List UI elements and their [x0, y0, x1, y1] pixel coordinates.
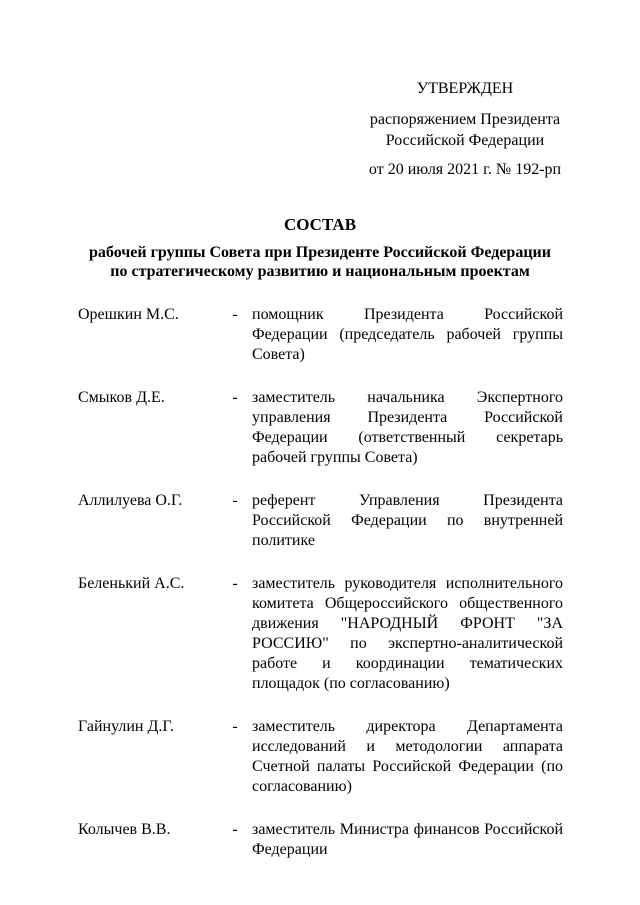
member-name: Смыков Д.Е. [78, 389, 165, 406]
member-role: заместитель начальника Экспертного управления Президента Российской Федерации (ответственный секретарь рабочей группы Совета) [252, 389, 563, 466]
member-row [78, 388, 568, 468]
member-name: Аллилуева О.Г. [78, 492, 183, 509]
member-role: заместитель Министра финансов Российской Федерации [252, 821, 563, 858]
member-role: референт Управления Президента Российской Федерации по внутренней политике [252, 492, 563, 549]
member-name: Гайнулин Д.Г. [78, 718, 174, 735]
document-subtitle-line-2: по стратегическому развитию и национальным проектам [110, 263, 530, 280]
approval-title: УТВЕРЖДЕН [416, 80, 514, 97]
member-name: Беленький А.С. [78, 575, 185, 592]
member-row [78, 305, 568, 365]
member-row [78, 574, 568, 694]
document-subtitle-line-1: рабочей группы Совета при Президенте Российской Федерации [89, 244, 551, 261]
member-name: Орешкин М.С. [78, 306, 179, 323]
members-list [78, 305, 568, 860]
member-dash: - [232, 492, 238, 509]
document-title: СОСТАВ [283, 215, 357, 234]
member-dash: - [232, 718, 238, 735]
member-row [78, 717, 568, 797]
member-row [78, 820, 568, 860]
member-dash: - [232, 306, 238, 323]
member-dash: - [232, 575, 238, 592]
member-name: Колычев В.В. [78, 821, 171, 838]
member-role: заместитель руководителя исполнительного комитета Общероссийского общественного движения "НАРОДНЫЙ ФРОНТ "ЗА РОССИЮ" по экспертно-аналитической работе и координации тематических площадок (по согласованию) [252, 575, 563, 692]
approval-line-federation: Российской Федерации [385, 132, 545, 149]
member-dash: - [232, 389, 238, 406]
approval-stamp [360, 78, 570, 180]
approval-line-order: распоряжением Президента [369, 111, 561, 128]
document-subtitle [60, 243, 580, 281]
approval-line-date: от 20 июля 2021 г. № 192-рп [368, 161, 562, 178]
member-role: помощник Президента Российской Федерации (председатель рабочей группы Совета) [252, 306, 563, 363]
member-row [78, 491, 568, 551]
member-dash: - [232, 821, 238, 838]
member-role: заместитель директора Департамента исследований и методологии аппарата Счетной палаты Российской Федерации (по согласованию) [252, 718, 563, 795]
